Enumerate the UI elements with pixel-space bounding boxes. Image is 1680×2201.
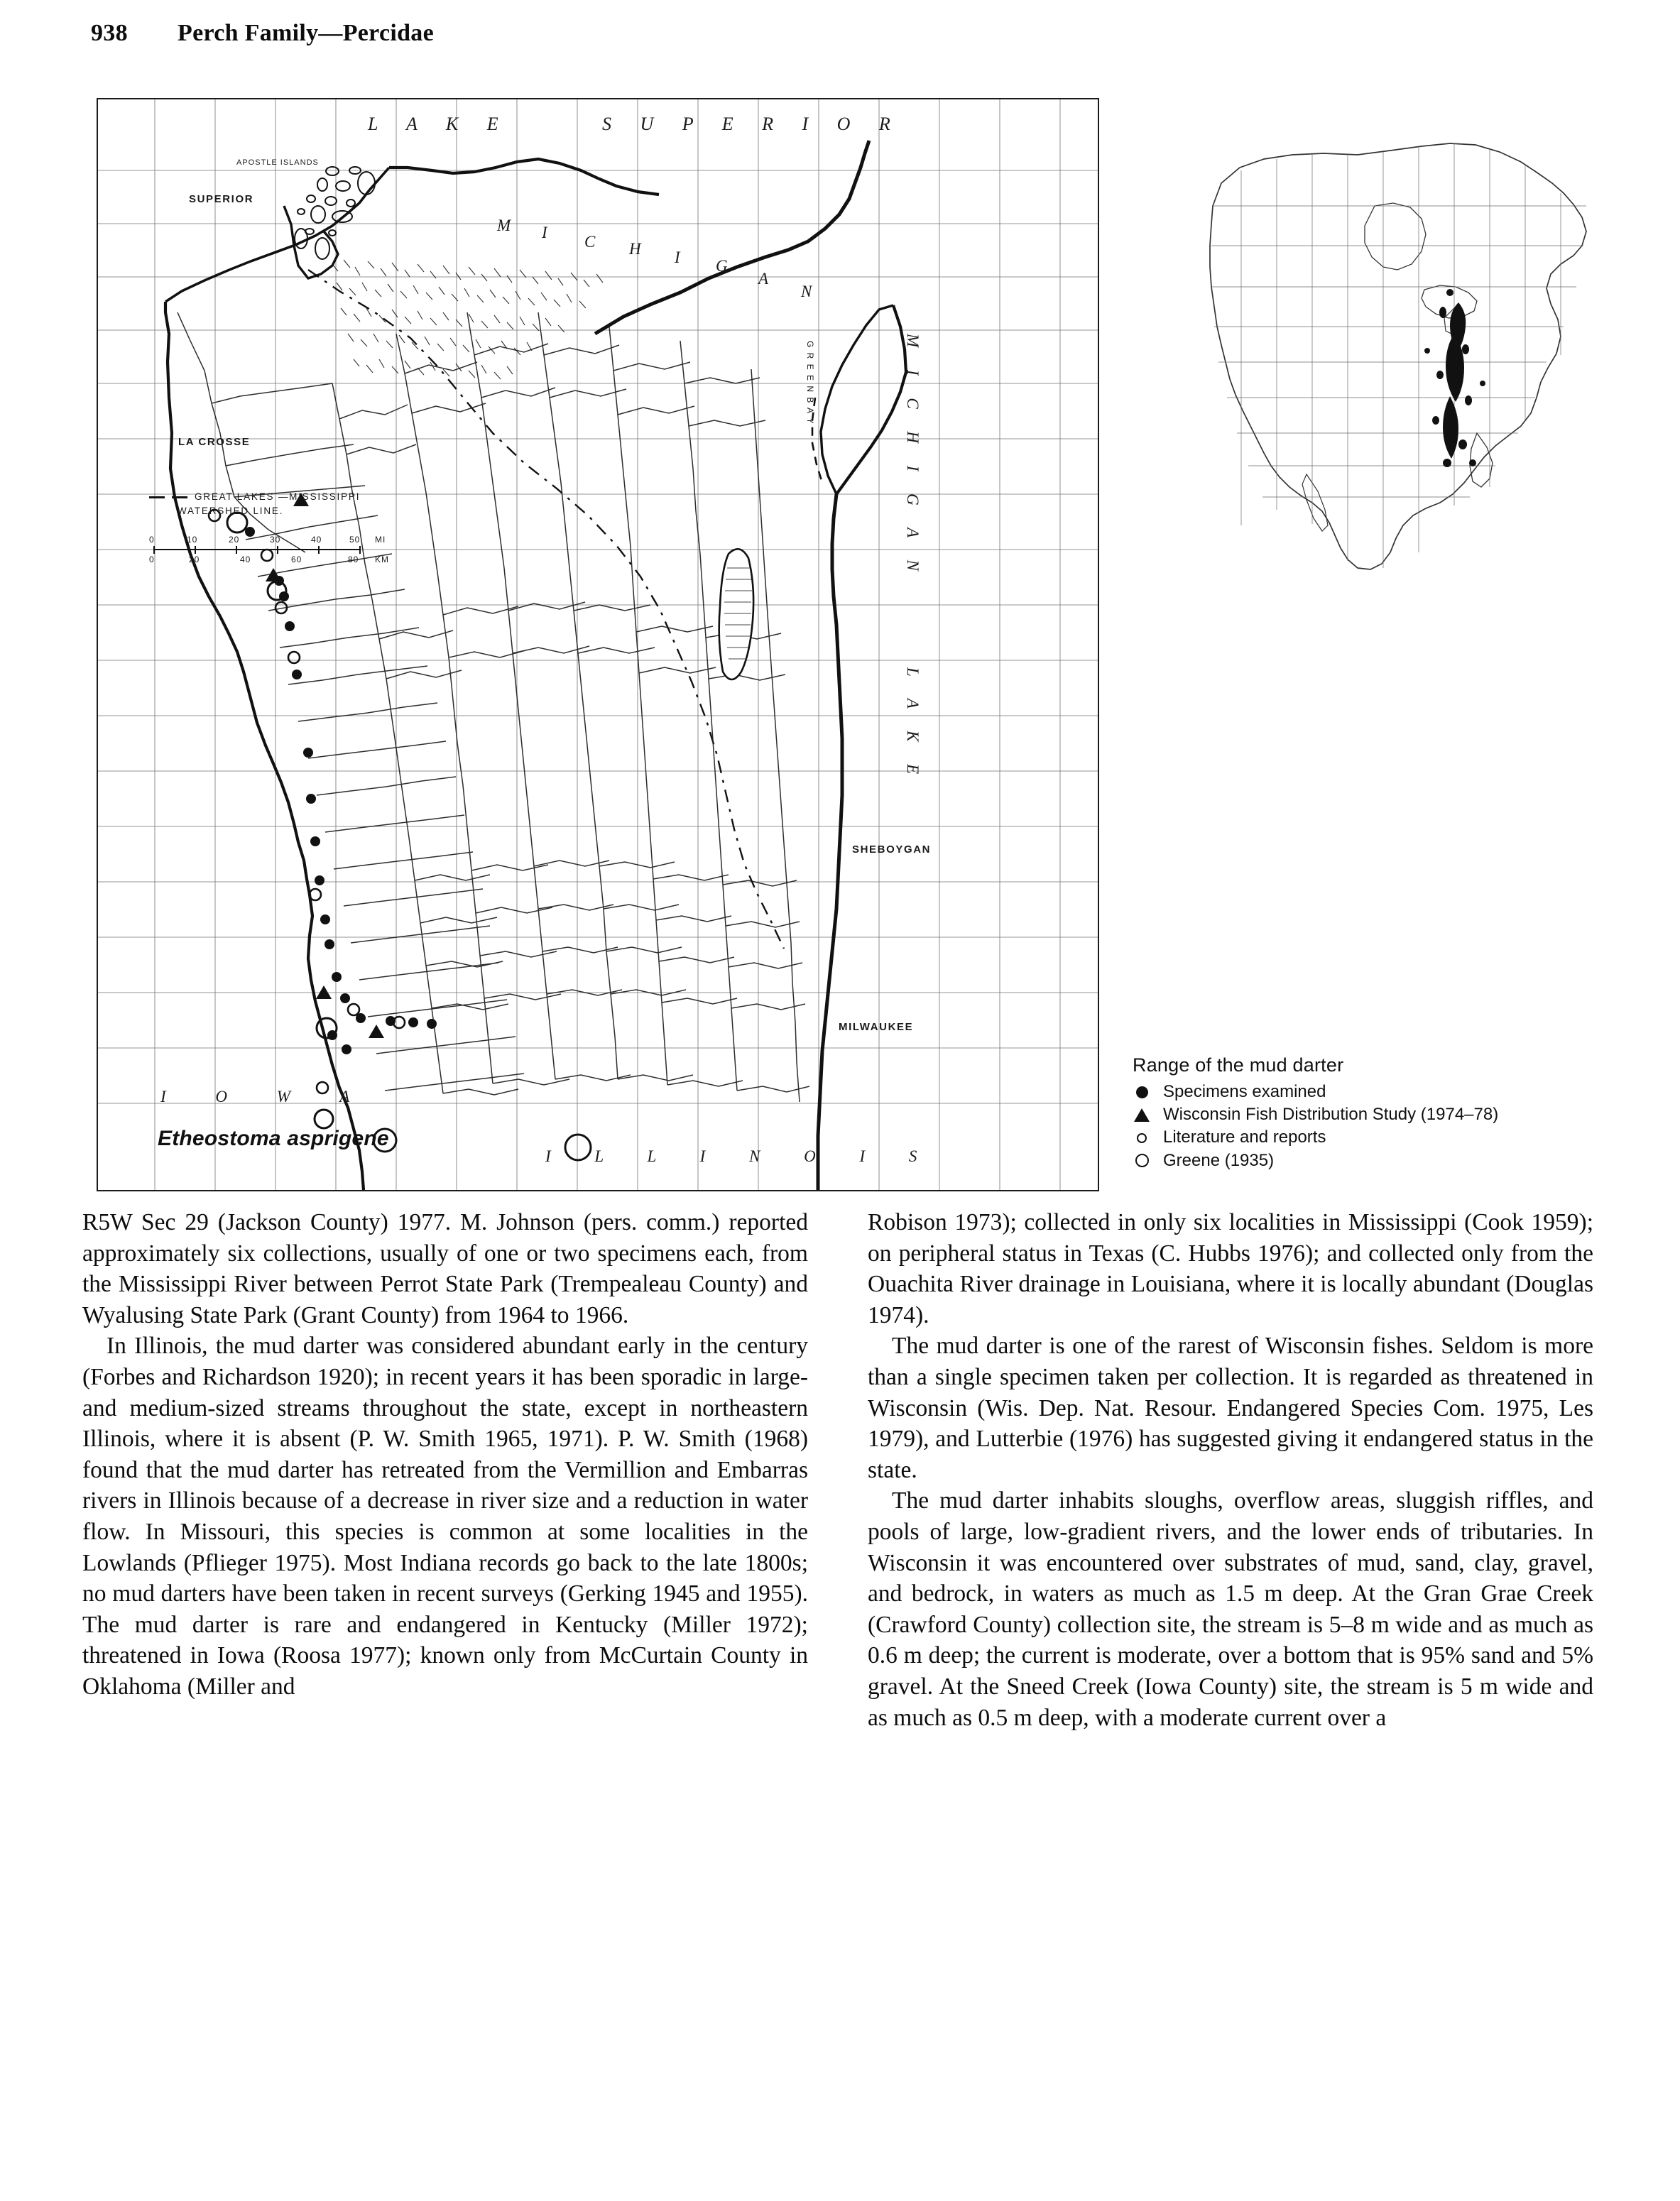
map-label-michigan-upper-g: G [716, 257, 729, 275]
legend-item-study [1133, 1104, 1644, 1125]
scale-mi-40: 40 [311, 535, 322, 545]
north-america-inset-map [1172, 99, 1640, 674]
inset-range-shading [1424, 289, 1485, 467]
range-legend-title: Range of the mud darter [1133, 1054, 1344, 1076]
paragraph: R5W Sec 29 (Jackson County) 1977. M. Johnson (pers. comm.) reported approximately six collections, usually of one or two specimens each, from the Mississippi River between Perrot State Park (Trempealeau County) and Wyalusing State Park (Grant County) from 1964 to 1966. [82, 1209, 808, 1328]
range-legend [1133, 1054, 1644, 1172]
map-label-lake-michigan-side: L A K E [904, 667, 922, 784]
legend-label-literature: Literature and reports [1163, 1127, 1326, 1147]
scale-bar-line [153, 549, 361, 550]
watershed-legend-line2: WATERSHED LINE. [178, 506, 284, 517]
map-label-apostle-islands: APOSTLE ISLANDS [236, 158, 319, 167]
map-label-milwaukee: MILWAUKEE [839, 1021, 914, 1033]
paragraph: Robison 1973); collected in only six localities in Mississippi (Cook 1959); on peripheral status in Texas (C. Hubbs 1976); and collected only from the Ouachita River drainage in Louisiana, where it is locally abundant (Douglas 1974). [868, 1209, 1593, 1328]
map-label-iowa: I O W A [160, 1088, 373, 1105]
map-label-sheboygan: SHEBOYGAN [852, 843, 932, 856]
scale-tick-0 [153, 546, 155, 554]
scale-km-60: 60 [291, 555, 302, 564]
map-label-michigan-lake: M I C H I G A N [904, 334, 922, 580]
legend-label-study: Wisconsin Fish Distribution Study (1974–78) [1163, 1105, 1499, 1125]
scale-km-unit: KM [375, 555, 389, 564]
scale-km-0: 0 [149, 555, 155, 564]
scale-tick-5 [359, 546, 361, 554]
map-label-michigan-upper: M [497, 217, 513, 234]
lake-michigan-coast [818, 494, 842, 1190]
paragraph: In Illinois, the mud darter was considered abundant early in the century (Forbes and Richardson 1920); in recent years it has been sporadic in large- and medium-sized streams throughout the state, except in northeastern Illinois, where it is absent (P. W. Smith 1965, 1971). P. W. Smith (1968) found that the mud darter has retreated from the Vermillion and Embarras rivers in Illinois because of a decrease in river size and a reduction in water flow. In Missouri, this species is common at some localities in the Lowlands (Pflieger 1975). Most Indiana records go back to the late 1800s; no mud darters have been taken in recent surveys (Gerking 1945 and 1955). The mud darter is rare and endangered in Kentucky (Miller 1972); threatened in Iowa (Roosa 1977); known only from McCurtain County in Oklahoma (Miller and [82, 1333, 808, 1700]
legend-item-literature [1133, 1127, 1644, 1148]
map-label-illinois: I L L I N O I S [545, 1147, 937, 1165]
running-head-title: Perch Family—Percidae [178, 20, 434, 46]
wisconsin-distribution-map [97, 98, 1099, 1191]
map-label-superior-city: SUPERIOR [189, 193, 254, 205]
legend-item-specimens [1133, 1081, 1644, 1103]
paragraph: The mud darter inhabits sloughs, overflow areas, sluggish riffles, and pools of large, low-gradient rivers, and the lower ends of tributaries. In Wisconsin it was encountered over substrates of mud, sand, clay, gravel, and bedrock, in waters as much as 1.5 m deep. At the Gran Grae Creek (Crawford County) collection site, the stream is 5–8 m wide and as much as 0.6 m deep; the current is moderate, over a bottom that is 95% sand and 5% gravel. At the Sneed Creek (Iowa County) site, the stream is 5 m wide and as much as 0.5 m deep, with a moderate current over a [868, 1487, 1593, 1731]
map-label-lake: L A K E [368, 114, 511, 134]
scale-mi-0: 0 [149, 535, 155, 545]
lake-winnebago [719, 549, 753, 679]
body-column-right [868, 1207, 1593, 1733]
scale-tick-2 [236, 546, 237, 554]
filled-triangle-icon [1133, 1108, 1151, 1122]
filled-circle-icon [1133, 1086, 1151, 1098]
map-label-la-crosse: LA CROSSE [178, 436, 251, 448]
legend-item-greene [1133, 1150, 1644, 1172]
watershed-legend [149, 490, 360, 519]
scale-tick-4 [318, 546, 320, 554]
wisconsin-outline [165, 302, 364, 1190]
map-label-michigan-upper-i2: I [675, 248, 682, 266]
literature-circles [209, 510, 405, 1093]
paragraph: The mud darter is one of the rarest of Wisconsin fishes. Seldom is more than a single specimen taken per collection. It is regarded as threatened in Wisconsin (Wis. Dep. Nat. Resour. Endangered Species Com. 1975, Les 1979), and Lutterbie (1976) has suggested giving it endangered status in the state. [868, 1333, 1593, 1483]
open-circle-small-icon [1133, 1133, 1151, 1143]
scale-tick-3 [277, 546, 278, 554]
scale-mi-unit: MI [375, 535, 386, 545]
scale-km-80: 80 [348, 555, 359, 564]
northern-stipple [332, 260, 603, 379]
door-peninsula [836, 305, 906, 494]
watershed-dash-1 [149, 496, 165, 498]
river-network [178, 312, 809, 1102]
open-circle-large-icon [1133, 1154, 1151, 1167]
scale-mi-10: 10 [187, 535, 198, 545]
body-column-left [82, 1207, 808, 1703]
specimen-dots [245, 527, 437, 1054]
watershed-dash-2 [172, 496, 187, 498]
map-scale-bar [148, 535, 389, 567]
map-label-michigan-upper-a: A [758, 270, 770, 288]
lake-superior-shore [595, 141, 869, 334]
legend-label-greene: Greene (1935) [1163, 1150, 1275, 1170]
map-label-michigan-upper-c: C [584, 233, 597, 251]
map-label-michigan-upper-n: N [801, 283, 814, 300]
scale-mi-30: 30 [270, 535, 281, 545]
study-triangles [266, 493, 384, 1038]
map-label-green-bay: G R E E N B A Y [805, 341, 815, 425]
scale-km-40: 40 [240, 555, 251, 564]
watershed-legend-line1: GREAT LAKES —MISSISSIPPI [195, 491, 361, 502]
map-label-michigan-upper-i: I [542, 224, 549, 241]
scale-mi-50: 50 [349, 535, 361, 545]
map-label-michigan-upper-h: H [629, 240, 643, 258]
running-head [91, 20, 434, 47]
page-number: 938 [91, 20, 128, 46]
species-name-label: Etheostoma asprigene [158, 1127, 389, 1150]
map-label-superior: S U P E R I O R [602, 114, 902, 134]
legend-label-specimens: Specimens examined [1163, 1082, 1326, 1101]
scale-km-20: 20 [189, 555, 200, 564]
scale-tick-1 [195, 546, 196, 554]
map-drawing [98, 99, 1098, 1190]
scale-mi-20: 20 [229, 535, 240, 545]
